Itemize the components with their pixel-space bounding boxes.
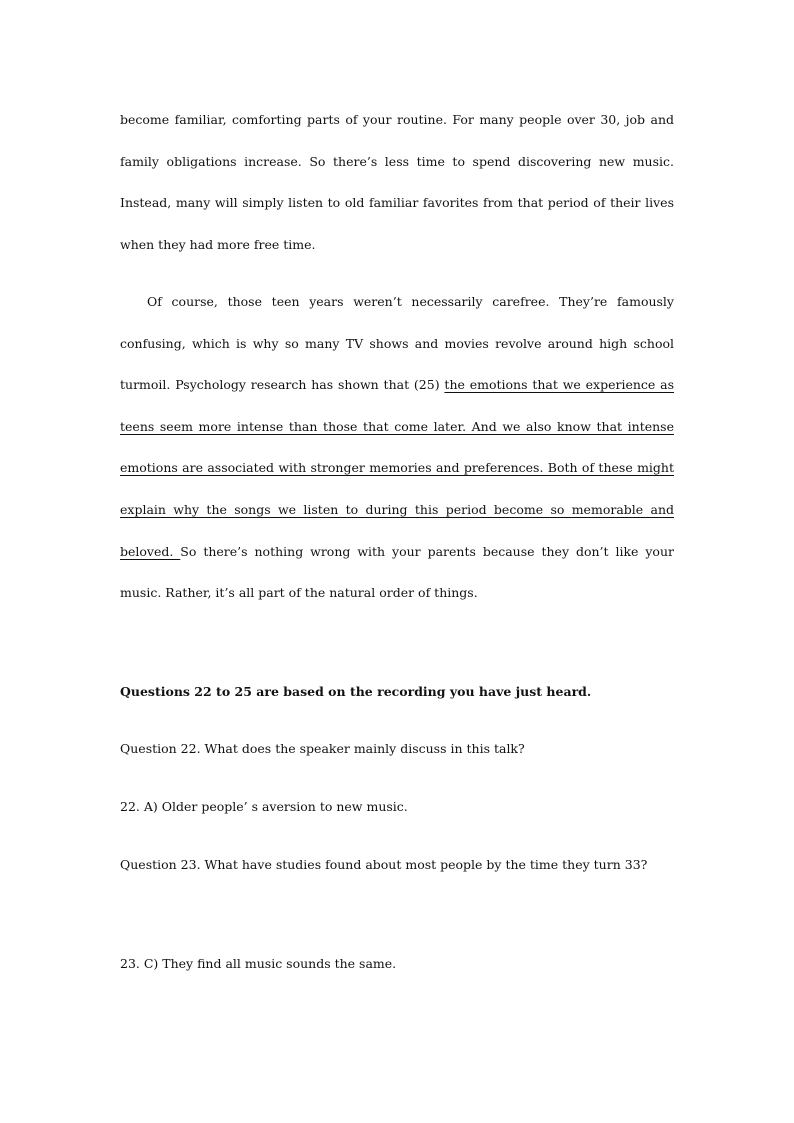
paragraph-2-intro: Of course, those teen years weren’t necessarily carefree. They’re famously confusing, which is why so many TV shows and movies revolve around high school turmoil. Psychology research has shown that (25) [120, 294, 674, 393]
questions-heading: Questions 22 to 25 are based on the recording you have just heard. [120, 684, 592, 699]
paragraph-1: become familiar, comforting parts of your routine. For many people over 30, job and family obligations increase. So there’s less time to spend discovering new music. Instead, many will simply listen to old familiar favorites from that period of their lives when they had more free time. [120, 112, 674, 252]
question-22: Question 22. What does the speaker mainly discuss in this talk? [120, 741, 525, 756]
paragraph-2 [120, 281, 674, 614]
answer-22: 22. A) Older people’ s aversion to new music. [120, 799, 408, 814]
answer-23: 23. C) They find all music sounds the same. [120, 956, 397, 971]
question-23: Question 23. What have studies found about most people by the time they turn 33? [120, 857, 648, 872]
paragraph-2-conclusion: So there’s nothing wrong with your parents because they don’t like your music. Rather, it’s all part of the natural order of things. [120, 543, 674, 601]
paragraph-2-underlined-passage: the emotions that we experience as teens seem more intense than those that come later. And we also know that intense emotions are associated with stronger memories and preferences. Both of these might explain why the songs we listen to during this period become so memorable and beloved. [120, 377, 674, 559]
